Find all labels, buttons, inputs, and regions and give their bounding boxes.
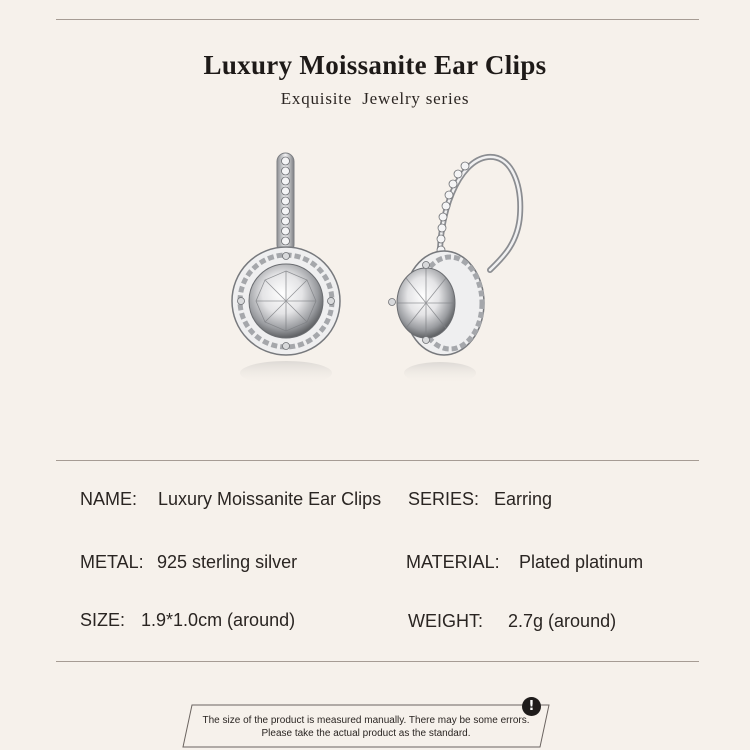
spec-metal-label: METAL: [80,552,144,572]
left-earring [232,153,340,385]
spec-size-label: SIZE: [80,610,126,630]
notice-line-2: Please take the actual product as the standard. [261,728,471,739]
page-title: Luxury Moissanite Ear Clips [203,50,547,80]
spec-size [80,610,295,631]
spec-metal-value: 925 sterling silver [157,552,298,572]
spec-metal [80,552,297,573]
spec-weight-label: WEIGHT: [408,611,483,631]
alert-icon: ! [522,697,541,716]
spec-divider-top [56,460,699,461]
spec-name-value: Luxury Moissanite Ear Clips [158,489,382,509]
spec-material-value: Plated platinum [519,552,644,572]
spec-material [406,552,643,573]
earring-pair-icon [200,135,550,405]
spec-divider-bottom [56,661,699,662]
measurement-notice [180,699,552,748]
notice-text [180,714,552,740]
spec-name-label: NAME: [80,489,138,509]
spec-weight-value: 2.7g (around) [508,611,617,631]
spec-size-value: 1.9*1.0cm (around) [141,610,296,630]
spec-series-value: Earring [494,489,553,509]
page-subtitle: Exquisite Jewelry series [280,89,470,108]
spec-series [408,489,552,510]
spec-material-label: MATERIAL: [406,552,500,572]
spec-series-label: SERIES: [408,489,480,509]
notice-line-1: The size of the product is measured manually. There may be some errors. [202,715,530,726]
spec-name [80,489,381,510]
spec-weight [408,611,616,632]
top-divider [56,19,699,20]
right-earring [389,157,521,384]
